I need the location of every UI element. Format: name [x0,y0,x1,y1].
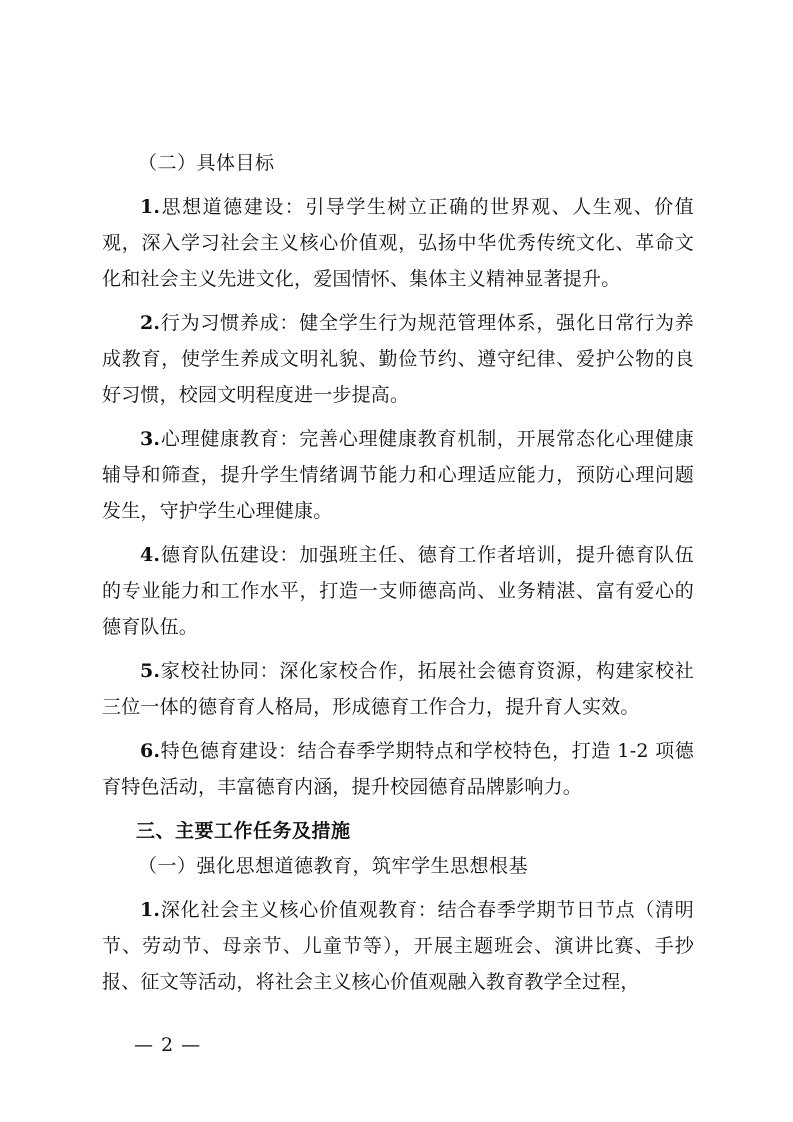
subsection-heading-moral-education: （一）强化思想道德教育，筑牢学生思想根基 [138,855,529,877]
goal-number: 5. [140,660,161,682]
task-text: 深化社会主义核心价值观教育：结合春季学期节日节点（清明节、劳动节、母亲节、儿童节等），开展主题班会、演讲比赛、手抄报、征文等活动，将社会主义核心价值观融入教育教学全过程， [102,899,694,993]
goal-text: 行为习惯养成：健全学生行为规范管理体系，强化日常行为养成教育，使学生养成文明礼貌、勤俭节约、遵守纪律、爱护公物的良好习惯，校园文明程度进一步提高。 [102,312,694,406]
goal-number: 6. [140,740,161,762]
page-number: — 2 — [134,1034,202,1056]
goal-paragraph-5 [102,653,694,725]
page-content [102,146,694,1008]
goal-number: 2. [140,312,161,334]
goal-paragraph-4 [102,537,694,645]
goal-text: 家校社协同：深化家校合作，拓展社会德育资源，构建家校社三位一体的德育育人格局，形成德育工作合力，提升育人实效。 [102,660,694,718]
section-heading-main-tasks: 三、主要工作任务及措施 [136,820,351,842]
task-number: 1. [140,899,161,921]
goal-paragraph-1 [102,189,694,297]
goal-text: 思想道德建设：引导学生树立正确的世界观、人生观、价值观，深入学习社会主义核心价值观，弘扬中华优秀传统文化、革命文化和社会主义先进文化，爱国情怀、集体主义精神显著提升。 [102,196,694,290]
goal-paragraph-3 [102,421,694,529]
goal-number: 4. [140,544,161,566]
goal-paragraph-2 [102,305,694,413]
goal-number: 3. [140,428,161,450]
goal-text: 德育队伍建设：加强班主任、德育工作者培训，提升德育队伍的专业能力和工作水平，打造一支师德高尚、业务精湛、富有爱心的德育队伍。 [102,544,694,638]
goal-text: 特色德育建设：结合春季学期特点和学校特色，打造 1-2 项德育特色活动，丰富德育内涵，提升校园德育品牌影响力。 [102,740,694,798]
goal-number: 1. [140,196,161,218]
goal-paragraph-6 [102,733,694,805]
section-heading-specific-goals: （二）具体目标 [138,152,275,174]
goal-text: 心理健康教育：完善心理健康教育机制，开展常态化心理健康辅导和筛查，提升学生情绪调节能力和心理适应能力，预防心理问题发生，守护学生心理健康。 [102,428,694,522]
task-paragraph-1 [102,892,694,1000]
